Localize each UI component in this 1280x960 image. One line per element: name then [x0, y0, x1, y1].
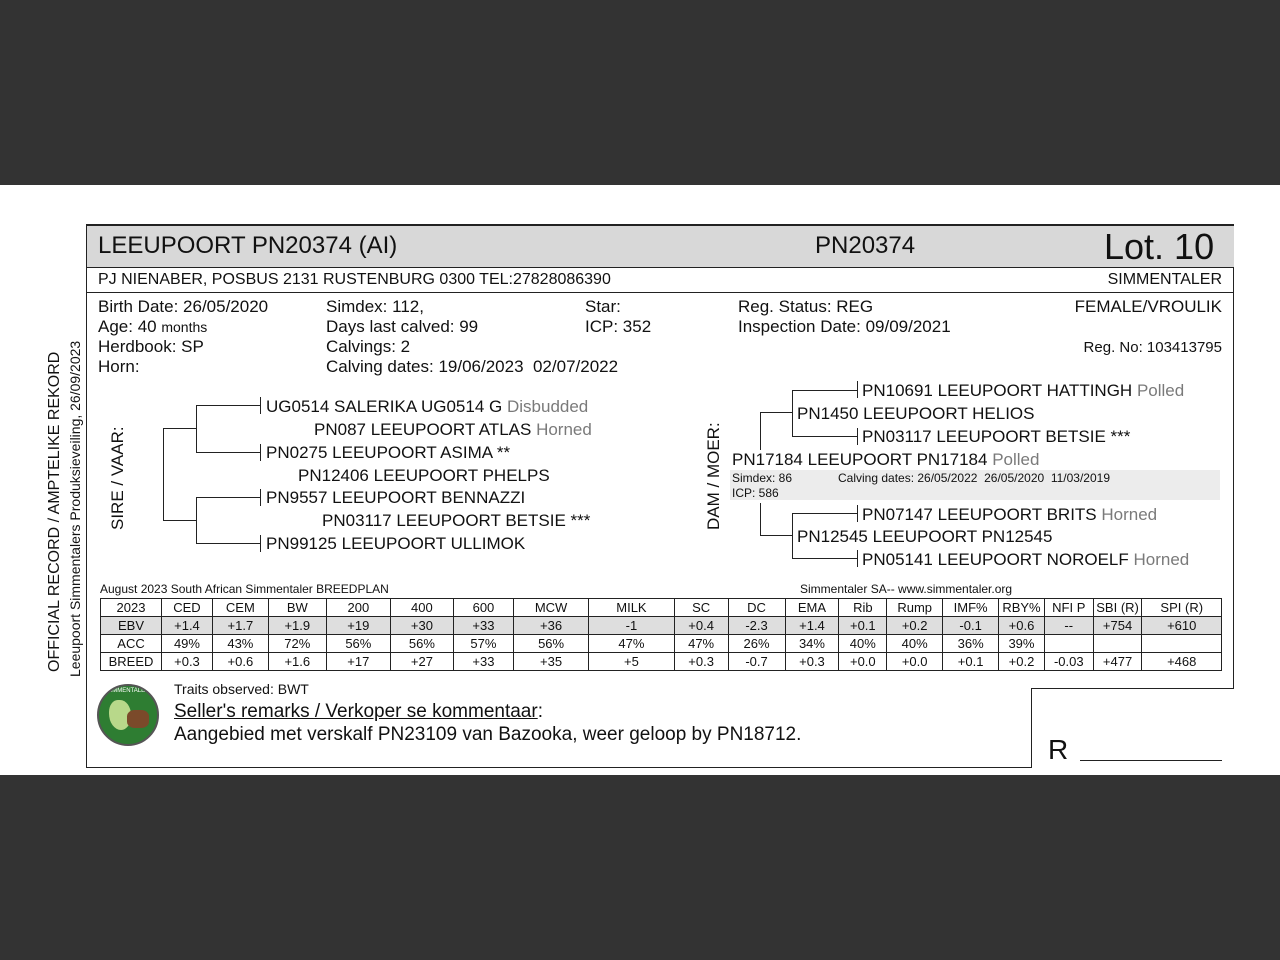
- table-cell: +0.1: [839, 617, 887, 635]
- dam-sire-dam: PN03117 LEEUPOORT BETSIE ***: [862, 427, 1131, 446]
- table-cell: +33: [453, 653, 513, 671]
- dam-calving-dates: Calving dates: 26/05/2022 26/05/2020 11/03/2019: [838, 471, 1110, 485]
- sire-name: PN12406 LEEUPOORT PHELPS: [298, 466, 550, 485]
- table-cell: 56%: [390, 635, 453, 653]
- dd-dam-name: PN05141 LEEUPOORT NOROELF: [862, 550, 1129, 569]
- table-cell: -1: [589, 617, 674, 635]
- table-header-cell: NFI P: [1044, 599, 1093, 617]
- table-cell: +610: [1142, 617, 1222, 635]
- table-cell: --: [1044, 617, 1093, 635]
- table-cell: -0.7: [728, 653, 785, 671]
- table-cell: -2.3: [728, 617, 785, 635]
- table-cell: +27: [390, 653, 453, 671]
- ds-sire-horn: Polled: [1136, 381, 1185, 400]
- table-header-cell: Rump: [887, 599, 943, 617]
- table-header-cell: IMF%: [943, 599, 999, 617]
- sire-sire: [314, 420, 592, 440]
- dam-horn: Polled: [992, 450, 1040, 469]
- inspection-date: Inspection Date: 09/09/2021: [738, 317, 951, 336]
- price-label: R: [1048, 734, 1069, 765]
- logo-cow: [127, 710, 149, 728]
- table-cell: 40%: [887, 635, 943, 653]
- official-record-label: OFFICIAL RECORD / AMPTELIKE REKORD: [46, 351, 63, 672]
- dam-name: [732, 450, 1039, 470]
- table-cell: +17: [326, 653, 390, 671]
- table-cell: 26%: [728, 635, 785, 653]
- sire-sire-sire: [266, 397, 588, 417]
- dam-dam-sire: [862, 505, 1157, 525]
- sellers-remarks-heading: [174, 701, 543, 723]
- sire-dam: PN03117 LEEUPOORT BETSIE ***: [322, 511, 591, 530]
- table-cell: +30: [390, 617, 453, 635]
- table-row: [101, 653, 1222, 671]
- owner-divider: [87, 292, 1234, 293]
- table-cell: +36: [513, 617, 588, 635]
- age-value: Age: 40: [98, 317, 157, 336]
- star: Star:: [585, 297, 621, 316]
- sire-dam-dam: PN99125 LEEUPOORT ULLIMOK: [266, 534, 526, 553]
- table-header-cell: CEM: [212, 599, 268, 617]
- table-header-cell: DC: [728, 599, 785, 617]
- traits-observed: Traits observed: BWT: [174, 681, 309, 697]
- table-header-cell: 400: [390, 599, 453, 617]
- price-field[interactable]: [1080, 760, 1222, 761]
- table-header-cell: CED: [162, 599, 213, 617]
- ss-sire-horn: Disbudded: [506, 397, 589, 416]
- table-cell: 36%: [943, 635, 999, 653]
- dam-label: DAM / MOER:: [704, 422, 723, 530]
- table-header-cell: 600: [453, 599, 513, 617]
- table-cell: 47%: [674, 635, 728, 653]
- sellers-remarks-text: Aangebied met verskalf PN23109 van Bazooka, weer geloop by PN18712.: [174, 724, 802, 745]
- table-cell: [1044, 635, 1093, 653]
- lot-number: Lot. 10: [1104, 226, 1215, 267]
- calving-dates: Calving dates: 19/06/2023 02/07/2022: [326, 357, 619, 376]
- table-cell: +19: [326, 617, 390, 635]
- reg-status: Reg. Status: REG: [738, 297, 874, 316]
- dam-icp: ICP: 586: [732, 486, 779, 500]
- price-box-top: [1031, 688, 1234, 689]
- animal-name: LEEUPOORT PN20374 (AI): [98, 232, 398, 259]
- table-cell: +5: [589, 653, 674, 671]
- table-cell: ACC: [101, 635, 162, 653]
- calvings: Calvings: 2: [326, 337, 411, 356]
- s-sire-horn: Horned: [536, 420, 592, 439]
- breed-label: SIMMENTALER: [1107, 271, 1222, 288]
- table-cell: -0.1: [943, 617, 999, 635]
- dam-sire: PN1450 LEEUPOORT HELIOS: [797, 404, 1035, 423]
- table-cell: [1093, 635, 1142, 653]
- table-cell: [1142, 635, 1222, 653]
- table-cell: 39%: [999, 635, 1045, 653]
- table-cell: 57%: [453, 635, 513, 653]
- simdex: Simdex: 112,: [326, 297, 424, 316]
- ss-sire-name: UG0514 SALERIKA UG0514 G: [266, 397, 503, 416]
- table-header-cell: SPI (R): [1142, 599, 1222, 617]
- owner-address: PJ NIENABER, POSBUS 2131 RUSTENBURG 0300 TEL:27828086390: [98, 271, 611, 288]
- frame-bottom: [86, 767, 1032, 768]
- sire-sire-dam: PN0275 LEEUPOORT ASIMA **: [266, 443, 511, 462]
- table-cell: BREED: [101, 653, 162, 671]
- remarks-heading-text: Seller's remarks / Verkoper se kommentaar: [174, 701, 538, 722]
- breedplan-website: Simmentaler SA-- www.simmentaler.org: [800, 582, 1013, 596]
- sire-label: SIRE / VAAR:: [108, 426, 127, 530]
- breedplan-caption: August 2023 South African Simmentaler BREEDPLAN: [100, 582, 389, 596]
- table-header-cell: 2023: [101, 599, 162, 617]
- table-cell: +0.3: [785, 653, 839, 671]
- dd-dam-horn: Horned: [1133, 550, 1190, 569]
- dam-dam-dam: [862, 550, 1189, 570]
- table-cell: 49%: [162, 635, 213, 653]
- dam-name-text: PN17184 LEEUPOORT PN17184: [732, 450, 988, 469]
- table-cell: 47%: [589, 635, 674, 653]
- dd-sire-horn: Horned: [1101, 505, 1158, 524]
- logo-ring-text: SIMMENTALER: [106, 688, 150, 694]
- table-cell: +1.9: [268, 617, 326, 635]
- age-unit: months: [161, 319, 208, 335]
- table-cell: +0.2: [999, 653, 1045, 671]
- age: [98, 317, 207, 337]
- table-cell: +0.3: [162, 653, 213, 671]
- table-cell: +35: [513, 653, 588, 671]
- table-cell: +0.2: [887, 617, 943, 635]
- table-cell: +0.3: [674, 653, 728, 671]
- table-cell: +0.0: [839, 653, 887, 671]
- breedplan-table: [100, 598, 1222, 671]
- birth-date: Birth Date: 26/05/2020: [98, 297, 269, 316]
- table-header-cell: SBI (R): [1093, 599, 1142, 617]
- auction-label: Leeupoort Simmentalers Produksieveiling, 26/09/2023: [67, 340, 83, 677]
- herdbook: Herdbook: SP: [98, 337, 204, 356]
- sex: FEMALE/VROULIK: [1074, 297, 1222, 316]
- sire-dam-sire: PN9557 LEEUPOORT BENNAZZI: [266, 488, 526, 507]
- days-last-calved: Days last calved: 99: [326, 317, 479, 336]
- table-cell: +0.6: [212, 653, 268, 671]
- table-cell: +0.0: [887, 653, 943, 671]
- simmentaler-logo: [97, 684, 159, 746]
- table-cell: +0.1: [943, 653, 999, 671]
- table-cell: +477: [1093, 653, 1142, 671]
- table-cell: +1.6: [268, 653, 326, 671]
- frame-right: [1233, 224, 1234, 689]
- animal-id: PN20374: [815, 232, 916, 259]
- table-cell: +1.7: [212, 617, 268, 635]
- table-row: [101, 635, 1222, 653]
- table-cell: +0.4: [674, 617, 728, 635]
- dam-sire-sire: [862, 381, 1184, 401]
- ds-sire-name: PN10691 LEEUPOORT HATTINGH: [862, 381, 1133, 400]
- dam-simdex: Simdex: 86: [732, 471, 793, 485]
- s-sire-name: PN087 LEEUPOORT ATLAS: [314, 420, 532, 439]
- table-cell: +1.4: [785, 617, 839, 635]
- table-cell: +754: [1093, 617, 1142, 635]
- reg-no: Reg. No: 103413795: [1083, 339, 1222, 356]
- table-cell: +1.4: [162, 617, 213, 635]
- dd-sire-name: PN07147 LEEUPOORT BRITS: [862, 505, 1097, 524]
- price-box-left: [1031, 688, 1032, 768]
- table-header-cell: MCW: [513, 599, 588, 617]
- table-header-cell: BW: [268, 599, 326, 617]
- table-header-cell: RBY%: [999, 599, 1045, 617]
- table-cell: -0.03: [1044, 653, 1093, 671]
- table-header-row: [101, 599, 1222, 617]
- table-header-cell: EMA: [785, 599, 839, 617]
- table-header-cell: SC: [674, 599, 728, 617]
- table-cell: 34%: [785, 635, 839, 653]
- table-cell: 40%: [839, 635, 887, 653]
- table-cell: +468: [1142, 653, 1222, 671]
- table-header-cell: Rib: [839, 599, 887, 617]
- table-header-cell: 200: [326, 599, 390, 617]
- table-cell: 43%: [212, 635, 268, 653]
- remarks-colon: :: [537, 701, 543, 722]
- icp: ICP: 352: [585, 317, 652, 336]
- dam-dam: PN12545 LEEUPOORT PN12545: [797, 527, 1053, 546]
- table-header-cell: MILK: [589, 599, 674, 617]
- table-cell: 72%: [268, 635, 326, 653]
- table-row: [101, 617, 1222, 635]
- table-cell: EBV: [101, 617, 162, 635]
- table-cell: +33: [453, 617, 513, 635]
- table-cell: 56%: [326, 635, 390, 653]
- frame-left: [86, 224, 87, 768]
- table-cell: +0.6: [999, 617, 1045, 635]
- table-cell: 56%: [513, 635, 588, 653]
- horn: Horn:: [98, 357, 140, 376]
